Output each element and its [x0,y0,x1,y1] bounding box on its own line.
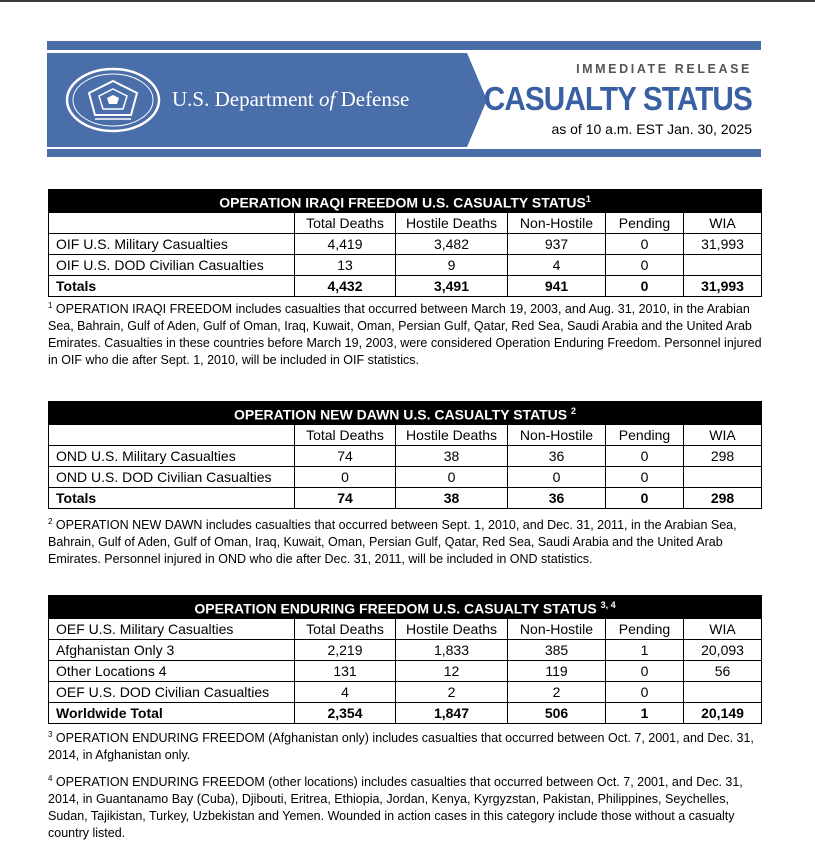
cell: 1 [606,639,684,660]
table-row [49,681,762,702]
col-pending: Pending [606,618,684,639]
release-label: IMMEDIATE RELEASE [576,62,752,76]
cell: 4,432 [295,275,396,296]
column-header-row [49,212,762,233]
totals-row [49,702,762,723]
totals-row [49,487,762,508]
column-header-row [49,618,762,639]
cell: 2 [508,681,606,702]
cell: 3,482 [396,233,508,254]
table-row [49,233,762,254]
col-total-deaths: Total Deaths [295,424,396,445]
cell: 0 [606,445,684,466]
pentagon-seal-icon [65,67,161,133]
cell [684,466,762,487]
cell: 1 [606,702,684,723]
cell: 0 [606,233,684,254]
cell: 0 [606,681,684,702]
oef-footnote-4: $^4$ OPERATION ENDURING FREEDOM (other locations) includes casualties that occurred between Oct. 7, 2001, and Dec. 31, 2014, in Guantanamo Bay (Cuba), Djibouti, Eritrea, Ethiopia, Jordan, Kenya, Kyrgyzstan, Pakistan, Philippines, Seychelles, Sudan, Tajikistan, Turkey, Uzbekistan and Yemen. Wounded in action cases in this category include those without a casualty country listed. [48,774,743,841]
cell: 4 [295,681,396,702]
cell: 74 [295,445,396,466]
cell: 0 [606,254,684,275]
cell: 4 [508,254,606,275]
row-label: OND U.S. DOD Civilian Casualties [49,466,295,487]
row-label: Worldwide Total [49,702,295,723]
row-label: Other Locations 4 [49,660,295,681]
ond-table-title: OPERATION NEW DAWN U.S. CASUALTY STATUS $^2$ [49,402,762,425]
row-subheading: OEF U.S. Military Casualties [49,618,295,639]
cell: 937 [508,233,606,254]
cell: 941 [508,275,606,296]
banner-bottom-stripe [47,149,761,157]
cell: 2 [396,681,508,702]
ond-footnote: $^2$ OPERATION NEW DAWN includes casualties that occurred between Sept. 1, 2010, and Dec. 31, 2011, in the Arabian Sea, Bahrain, Gulf of Aden, Gulf of Oman, Iraq, Kuwait, Oman, Persian Gulf, Qatar, Red Sea, Saudi Arabia and the United Arab Emirates. Personnel injured in OND who die after Dec. 31, 2011, will be included in OND statistics. [48,517,737,567]
row-label: OIF U.S. Military Casualties [49,233,295,254]
oif-casualty-table [48,189,762,297]
cell: 0 [606,466,684,487]
cell: 506 [508,702,606,723]
row-label: OND U.S. Military Casualties [49,445,295,466]
table-row [49,660,762,681]
col-hostile-deaths: Hostile Deaths [396,424,508,445]
table-row [49,445,762,466]
col-wia: WIA [684,618,762,639]
cell: 3,491 [396,275,508,296]
cell: 119 [508,660,606,681]
cell: 298 [684,445,762,466]
col-total-deaths: Total Deaths [295,618,396,639]
cell: 31,993 [684,233,762,254]
row-label: OEF U.S. DOD Civilian Casualties [49,681,295,702]
cell: 385 [508,639,606,660]
cell: 36 [508,487,606,508]
col-hostile-deaths: Hostile Deaths [396,618,508,639]
cell: 2,354 [295,702,396,723]
cell: 0 [396,466,508,487]
col-non-hostile: Non-Hostile [508,212,606,233]
cell [684,681,762,702]
row-label: Totals [49,275,295,296]
page-title: CASUALTY STATUS [483,80,752,117]
cell: 13 [295,254,396,275]
cell: 1,833 [396,639,508,660]
column-header-row [49,424,762,445]
top-rule [0,0,815,2]
cell: 1,847 [396,702,508,723]
col-wia: WIA [684,424,762,445]
oef-table-title: OPERATION ENDURING FREEDOM U.S. CASUALTY STATUS $^{3, 4}$ [49,596,762,619]
cell: 9 [396,254,508,275]
cell: 0 [606,660,684,681]
cell: 38 [396,445,508,466]
cell: 131 [295,660,396,681]
cell: 0 [606,487,684,508]
oef-casualty-table [48,595,762,724]
cell: 0 [606,275,684,296]
oef-footnote-3: $^3$ OPERATION ENDURING FREEDOM (Afghanistan only) includes casualties that occurred between Oct. 7, 2001, and Dec. 31, 2014, in Afghanistan only. [48,730,754,763]
cell: 31,993 [684,275,762,296]
col-pending: Pending [606,212,684,233]
row-label: Totals [49,487,295,508]
cell: 20,093 [684,639,762,660]
totals-row [49,275,762,296]
department-name: U.S. Department of Defense [172,87,410,111]
as-of-date: as of 10 a.m. EST Jan. 30, 2025 [551,121,752,137]
oif-table-title: OPERATION IRAQI FREEDOM U.S. CASUALTY STATUS$^1$ [49,190,762,213]
cell: 12 [396,660,508,681]
cell: 4,419 [295,233,396,254]
col-wia: WIA [684,212,762,233]
banner-top-stripe [47,41,761,50]
col-hostile-deaths: Hostile Deaths [396,212,508,233]
row-label: Afghanistan Only 3 [49,639,295,660]
cell: 0 [295,466,396,487]
col-non-hostile: Non-Hostile [508,618,606,639]
col-non-hostile: Non-Hostile [508,424,606,445]
cell: 36 [508,445,606,466]
cell: 56 [684,660,762,681]
col-total-deaths: Total Deaths [295,212,396,233]
cell [684,254,762,275]
oif-footnote: $^1$ OPERATION IRAQI FREEDOM includes casualties that occurred between March 19, 2003, and Aug. 31, 2010, in the Arabian Sea, Bahrain, Gulf of Aden, Gulf of Oman, Iraq, Kuwait, Oman, Persian Gulf, Qatar, Red Sea, Saudi Arabia and the United Arab Emirates. Casualties in these countries before March 19, 2003, were considered Operation Enduring Freedom. Personnel injured in OIF who die after Sept. 1, 2010, will be included in OIF statistics. [48,301,762,368]
col-pending: Pending [606,424,684,445]
cell: 74 [295,487,396,508]
row-label: OIF U.S. DOD Civilian Casualties [49,254,295,275]
cell: 298 [684,487,762,508]
cell: 0 [508,466,606,487]
cell: 38 [396,487,508,508]
table-row [49,254,762,275]
ond-casualty-table [48,401,762,509]
cell: 2,219 [295,639,396,660]
table-row [49,639,762,660]
cell: 20,149 [684,702,762,723]
table-row [49,466,762,487]
